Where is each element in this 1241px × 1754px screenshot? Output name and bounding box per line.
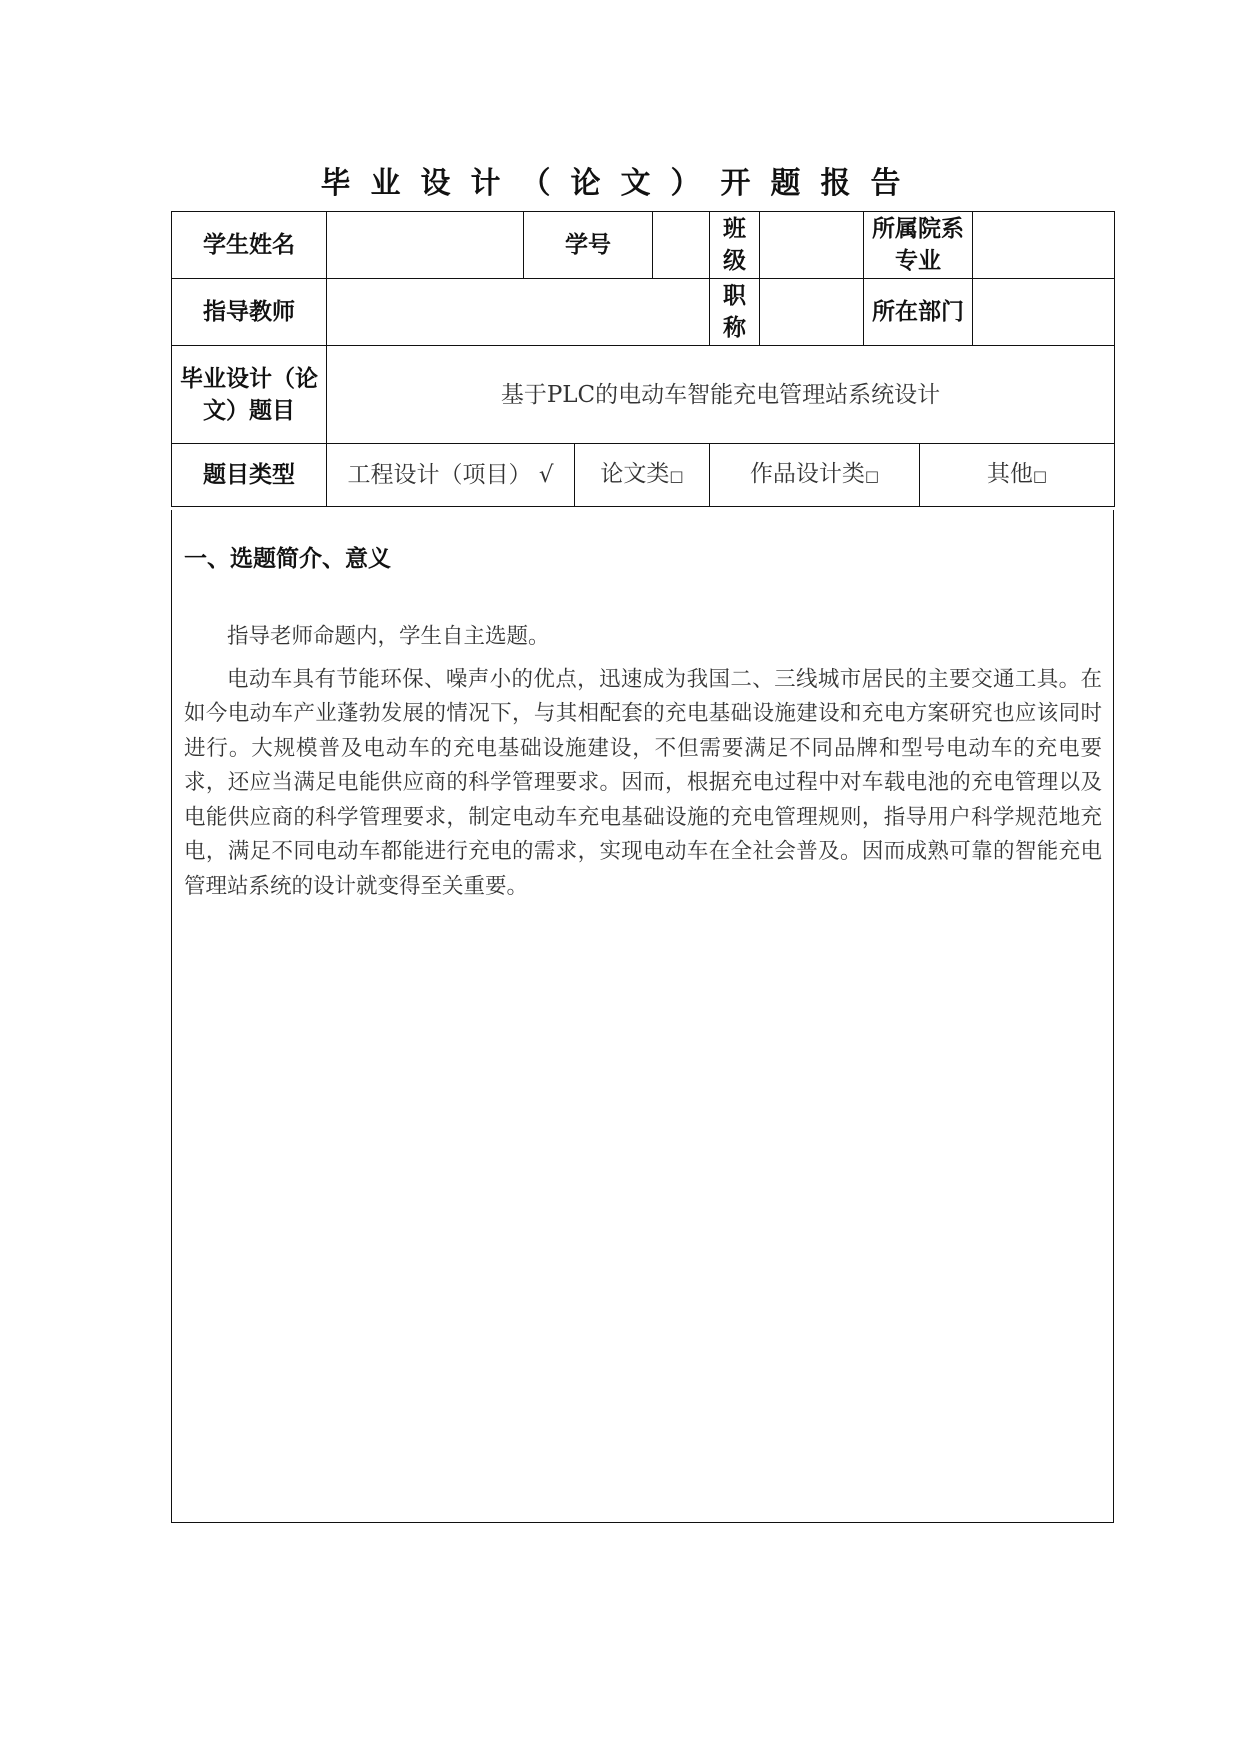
section-content-box [171,510,1114,1523]
paragraph: 电动车具有节能环保、噪声小的优点，迅速成为我国二、三线城市居民的主要交通工具。在如今电动车产业蓬勃发展的情况下，与其相配套的充电基础设施建设和充电方案研究也应该同时进行。大规模普及电动车的充电基础设施建设，不但需要满足不同品牌和型号电动车的充电要求，还应当满足电能供应商的科学管理要求。因而，根据充电过程中对车载电池的充电管理以及电能供应商的科学管理要求，制定电动车充电基础设施的充电管理规则，指导用户科学规范地充电，满足不同电动车都能进行充电的需求，实现电动车在全社会普及。因而成熟可靠的智能充电管理站系统的设计就变得至关重要。 [184,666,1102,899]
type-option-label: 其他 [986,461,1033,487]
advisor-title-field[interactable] [760,279,864,346]
section-heading: 一、选题简介、意义 [184,546,391,572]
advisor-label: 指导教师 [172,279,327,346]
page-title: 毕业设计（论文）开题报告 [320,166,921,201]
type-option-other[interactable] [920,444,1115,507]
proposal-info-table [171,211,1115,507]
class-label: 班级 [710,212,760,279]
dept-major-field[interactable] [973,212,1115,279]
student-id-label: 学号 [524,212,653,279]
type-option-label: 工程设计（项目） [347,462,532,488]
class-field[interactable] [760,212,864,279]
advisor-title-label: 职称 [710,279,760,346]
type-option-label: 论文类 [600,461,670,487]
advisor-field[interactable] [327,279,710,346]
check-mark-icon: √ [538,462,554,488]
department-field[interactable] [973,279,1115,346]
department-label: 所在部门 [864,279,973,346]
type-option-design[interactable] [710,444,920,507]
paragraph: 指导老师命题内，学生自主选题。 [227,624,550,649]
type-option-label: 作品设计类 [749,461,865,487]
type-option-engineering[interactable] [327,444,575,507]
topic-field[interactable]: 基于PLC的电动车智能充电管理站系统设计 [327,346,1115,444]
section-body [184,620,1102,912]
checkbox-icon: □ [1032,467,1048,485]
type-option-thesis[interactable] [575,444,710,507]
checkbox-icon: □ [864,467,880,485]
type-label: 题目类型 [172,444,327,507]
checkbox-icon: □ [669,467,684,485]
topic-label: 毕业设计（论文）题目 [172,346,327,444]
dept-major-label: 所属院系专业 [864,212,973,279]
student-name-field[interactable] [327,212,524,279]
student-name-label: 学生姓名 [172,212,327,279]
student-id-field[interactable] [653,212,710,279]
